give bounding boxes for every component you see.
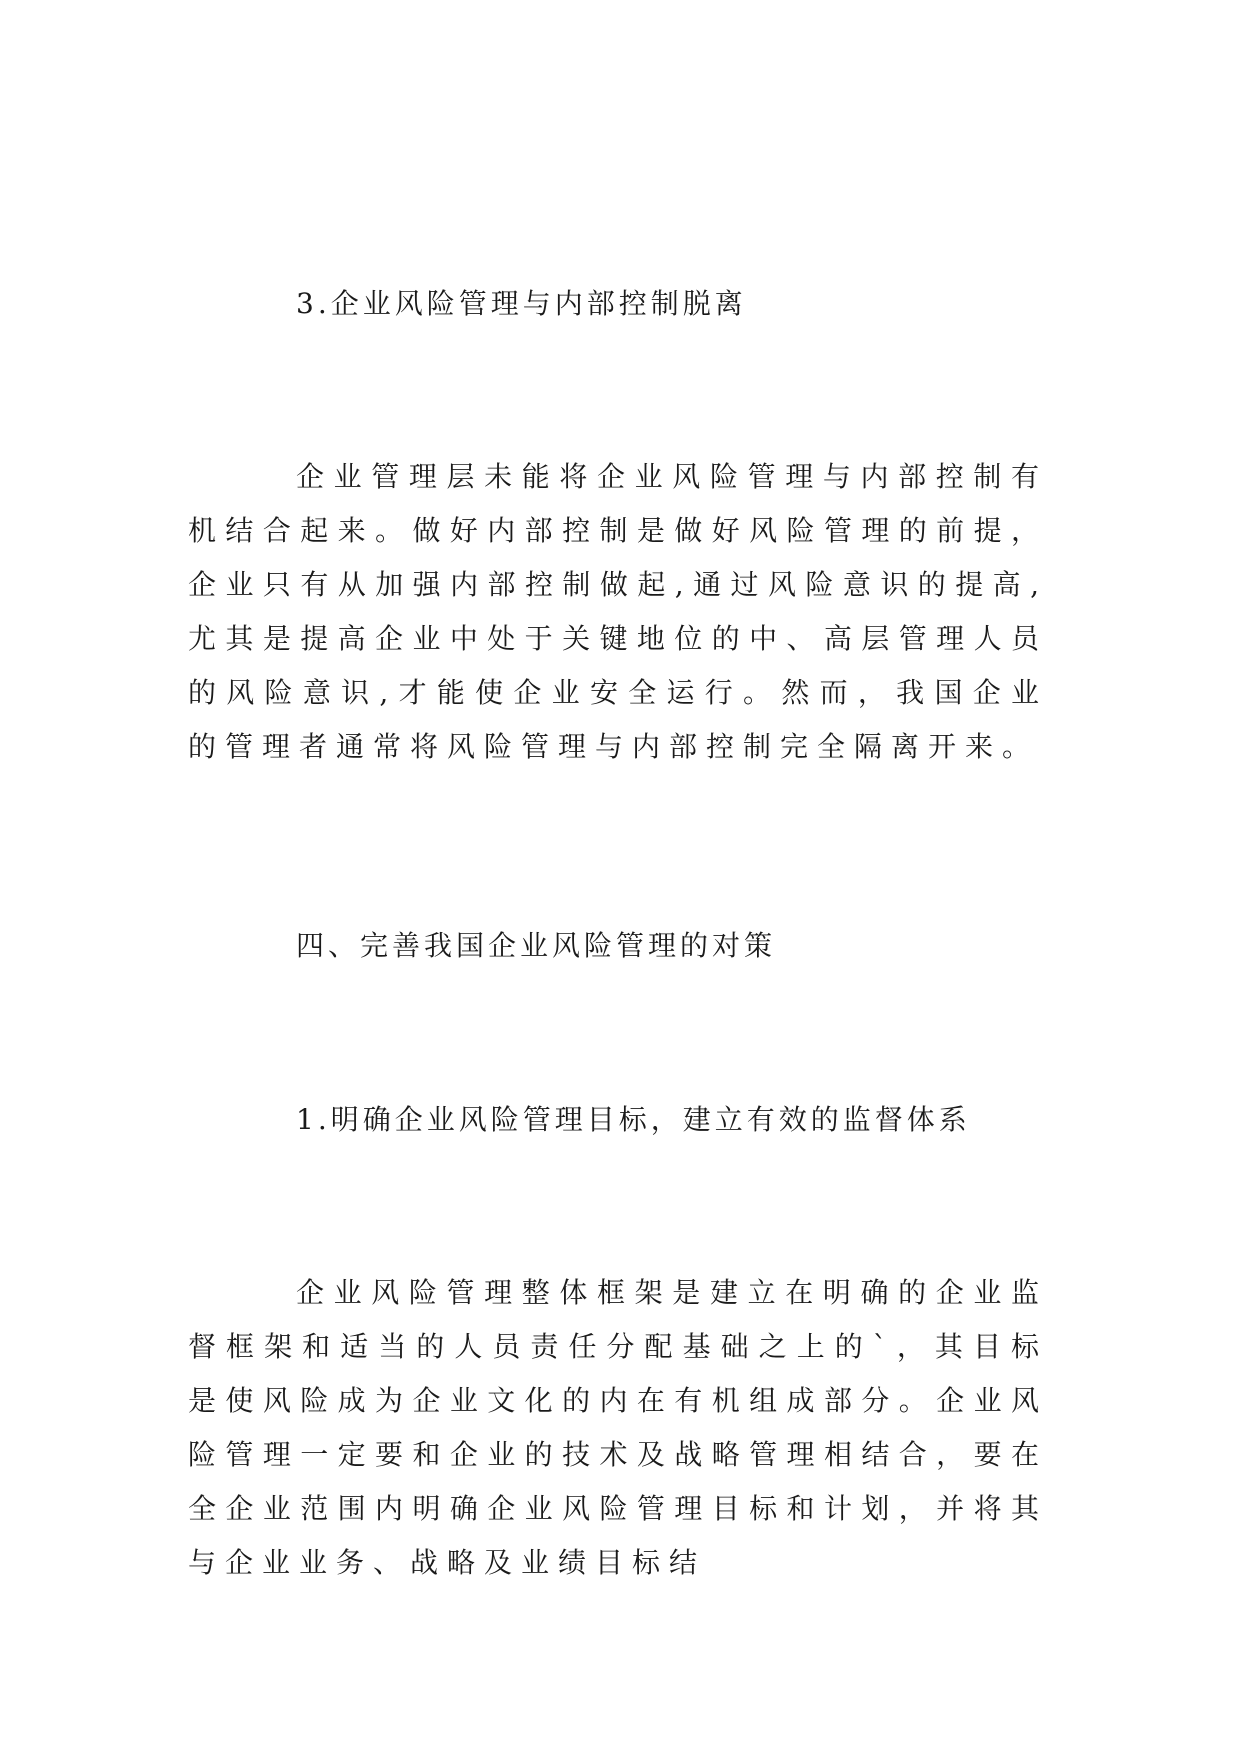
subsection-heading-3: 3.企业风险管理与内部控制脱离 — [296, 287, 747, 320]
paragraph-risk-management-framework: 企业风险管理整体框架是建立在明确的企业监督框架和适当的人员责任分配基础之上的`，其目标是使风险成为企业文化的内在有机组成部分。企业风险管理一定要和企业的技术及战略管理相结合，要在全企业范围内明确企业风险管理目标和计划，并将其与企业业务、战略及业绩目标结 — [188, 1276, 1048, 1579]
subsection-heading-1: 1.明确企业风险管理目标，建立有效的监督体系 — [296, 1103, 971, 1136]
paragraph-risk-control-separation: 企业管理层未能将企业风险管理与内部控制有机结合起来。做好内部控制是做好风险管理的前提，企业只有从加强内部控制做起,通过风险意识的提高,尤其是提高企业中处于关键地位的中、高层管理人员的风险意识,才能使企业安全运行。然而，我国企业的管理者通常将风险管理与内部控制完全隔离开来。 — [188, 460, 1048, 763]
section-heading-4: 四、完善我国企业风险管理的对策 — [296, 929, 777, 962]
